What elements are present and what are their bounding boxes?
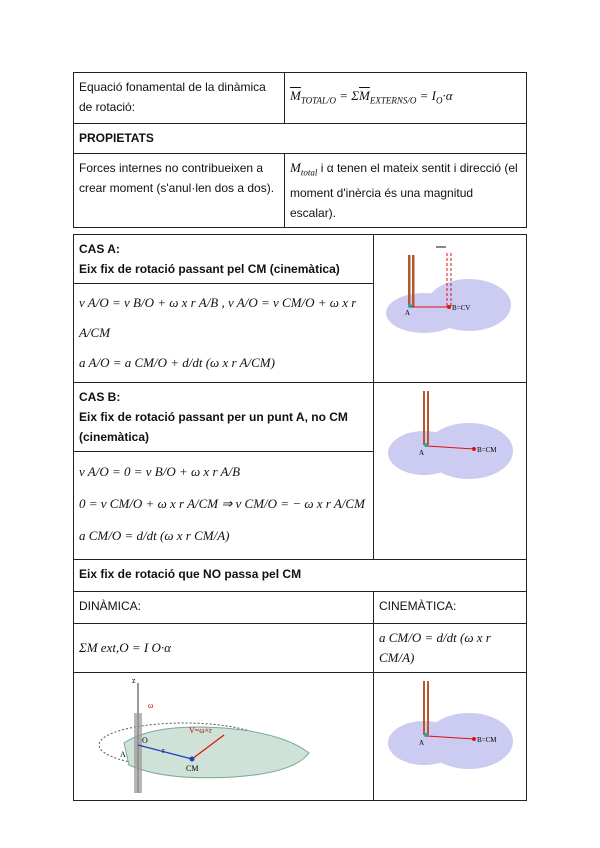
case-c-3d-figure <box>74 673 364 799</box>
case-b-figure <box>374 383 526 558</box>
fig-label-v: V=ω×r <box>189 726 212 735</box>
case-a-eq1: v A/O = v B/O + ω x r A/B , v A/O = v CM/O + ω x r A/CM <box>79 295 357 340</box>
fig-label-a: A <box>120 750 126 759</box>
case-a-figure <box>374 235 526 363</box>
case-c-title: Eix fix de rotació que NO passa pel CM <box>74 560 527 592</box>
eq-sigma: = Σ <box>336 87 360 103</box>
case-a-title-cell <box>74 235 374 284</box>
case-a-eq2: a A/O = a CM/O + d/dt (ω x r A/CM) <box>79 355 275 370</box>
case-b-label-b: B=CM <box>477 446 497 454</box>
case-a-subtitle: Eix fix de rotació passant pel CM (cinemàtica) <box>79 262 340 276</box>
case-a-title: CAS A: <box>79 242 120 256</box>
dynamics-equation: ΣM ext,O = I O·α <box>74 624 374 673</box>
eq-m-ext: $\overline{M}$ <box>359 87 370 103</box>
eq-io-sub: O <box>435 95 443 106</box>
case-b-eq1: v A/O = 0 = v B/O + ω x r A/B <box>79 464 241 479</box>
equation-formula <box>285 73 527 124</box>
eq-m-total-sub: TOTAL/O <box>300 95 337 106</box>
case-b-equations <box>74 452 374 560</box>
fig-label-r: r <box>162 746 165 755</box>
case-b-figure-cell <box>374 383 527 560</box>
property-moment-direction <box>285 154 527 228</box>
eq-m-ext-sub: EXTERNS/O <box>369 95 417 106</box>
equation-label: Equació fonamental de la dinàmica de rotació: <box>74 73 285 124</box>
case-b-title-cell <box>74 383 374 452</box>
fundamental-equation-table <box>73 72 527 228</box>
eq-alpha: ·α <box>442 87 453 103</box>
eq-m-total: $\overline{M}$ <box>290 87 301 103</box>
case-b-subtitle: Eix fix de rotació passant per un punt A, no CM (cinemàtica) <box>79 410 348 444</box>
rotation-cases-table <box>73 234 527 801</box>
case-c-kinematics-figure-cell <box>374 673 527 801</box>
properties-header: PROPIETATS <box>74 124 527 154</box>
case-a-label-a: A <box>405 309 411 317</box>
case-a-equations <box>74 284 374 383</box>
property-internal-forces: Forces internes no contribueixen a crear moment (s'anul·len dos a dos). <box>74 154 285 228</box>
case-b-eq3: a CM/O = d/dt (ω x r CM/A) <box>79 528 230 543</box>
case-b-eq2: 0 = v CM/O + ω x r A/CM ⇒ v CM/O = − ω x r A/CM <box>79 496 365 511</box>
case-a-label-b: B=CV <box>452 304 471 312</box>
dynamics-label: DINÀMICA: <box>74 592 374 624</box>
fig-label-o: O <box>142 736 148 745</box>
case-c-label-a: A <box>419 739 425 747</box>
fig-label-cm: CM <box>186 764 199 773</box>
case-b-label-a: A <box>419 449 425 457</box>
kinematics-equation: a CM/O = d/dt (ω x r CM/A) <box>374 624 527 673</box>
eq-io: = I <box>416 87 436 103</box>
fig-label-omega: ω <box>148 701 154 710</box>
case-c-label-b: B=CM <box>477 736 497 744</box>
prop-m-sub: total <box>300 167 318 178</box>
case-b-title: CAS B: <box>79 390 121 404</box>
case-c-kinematics-figure <box>374 673 526 799</box>
case-c-3d-figure-cell <box>74 673 374 801</box>
fig-label-z: z <box>132 676 136 685</box>
case-a-figure-cell <box>374 235 527 383</box>
prop-text: i α tenen el mateix sentit i direcció (el moment d'inèrcia és una magnitud escalar). <box>290 161 518 220</box>
kinematics-label: CINEMÀTICA: <box>374 592 527 624</box>
prop-m: M <box>290 160 301 175</box>
